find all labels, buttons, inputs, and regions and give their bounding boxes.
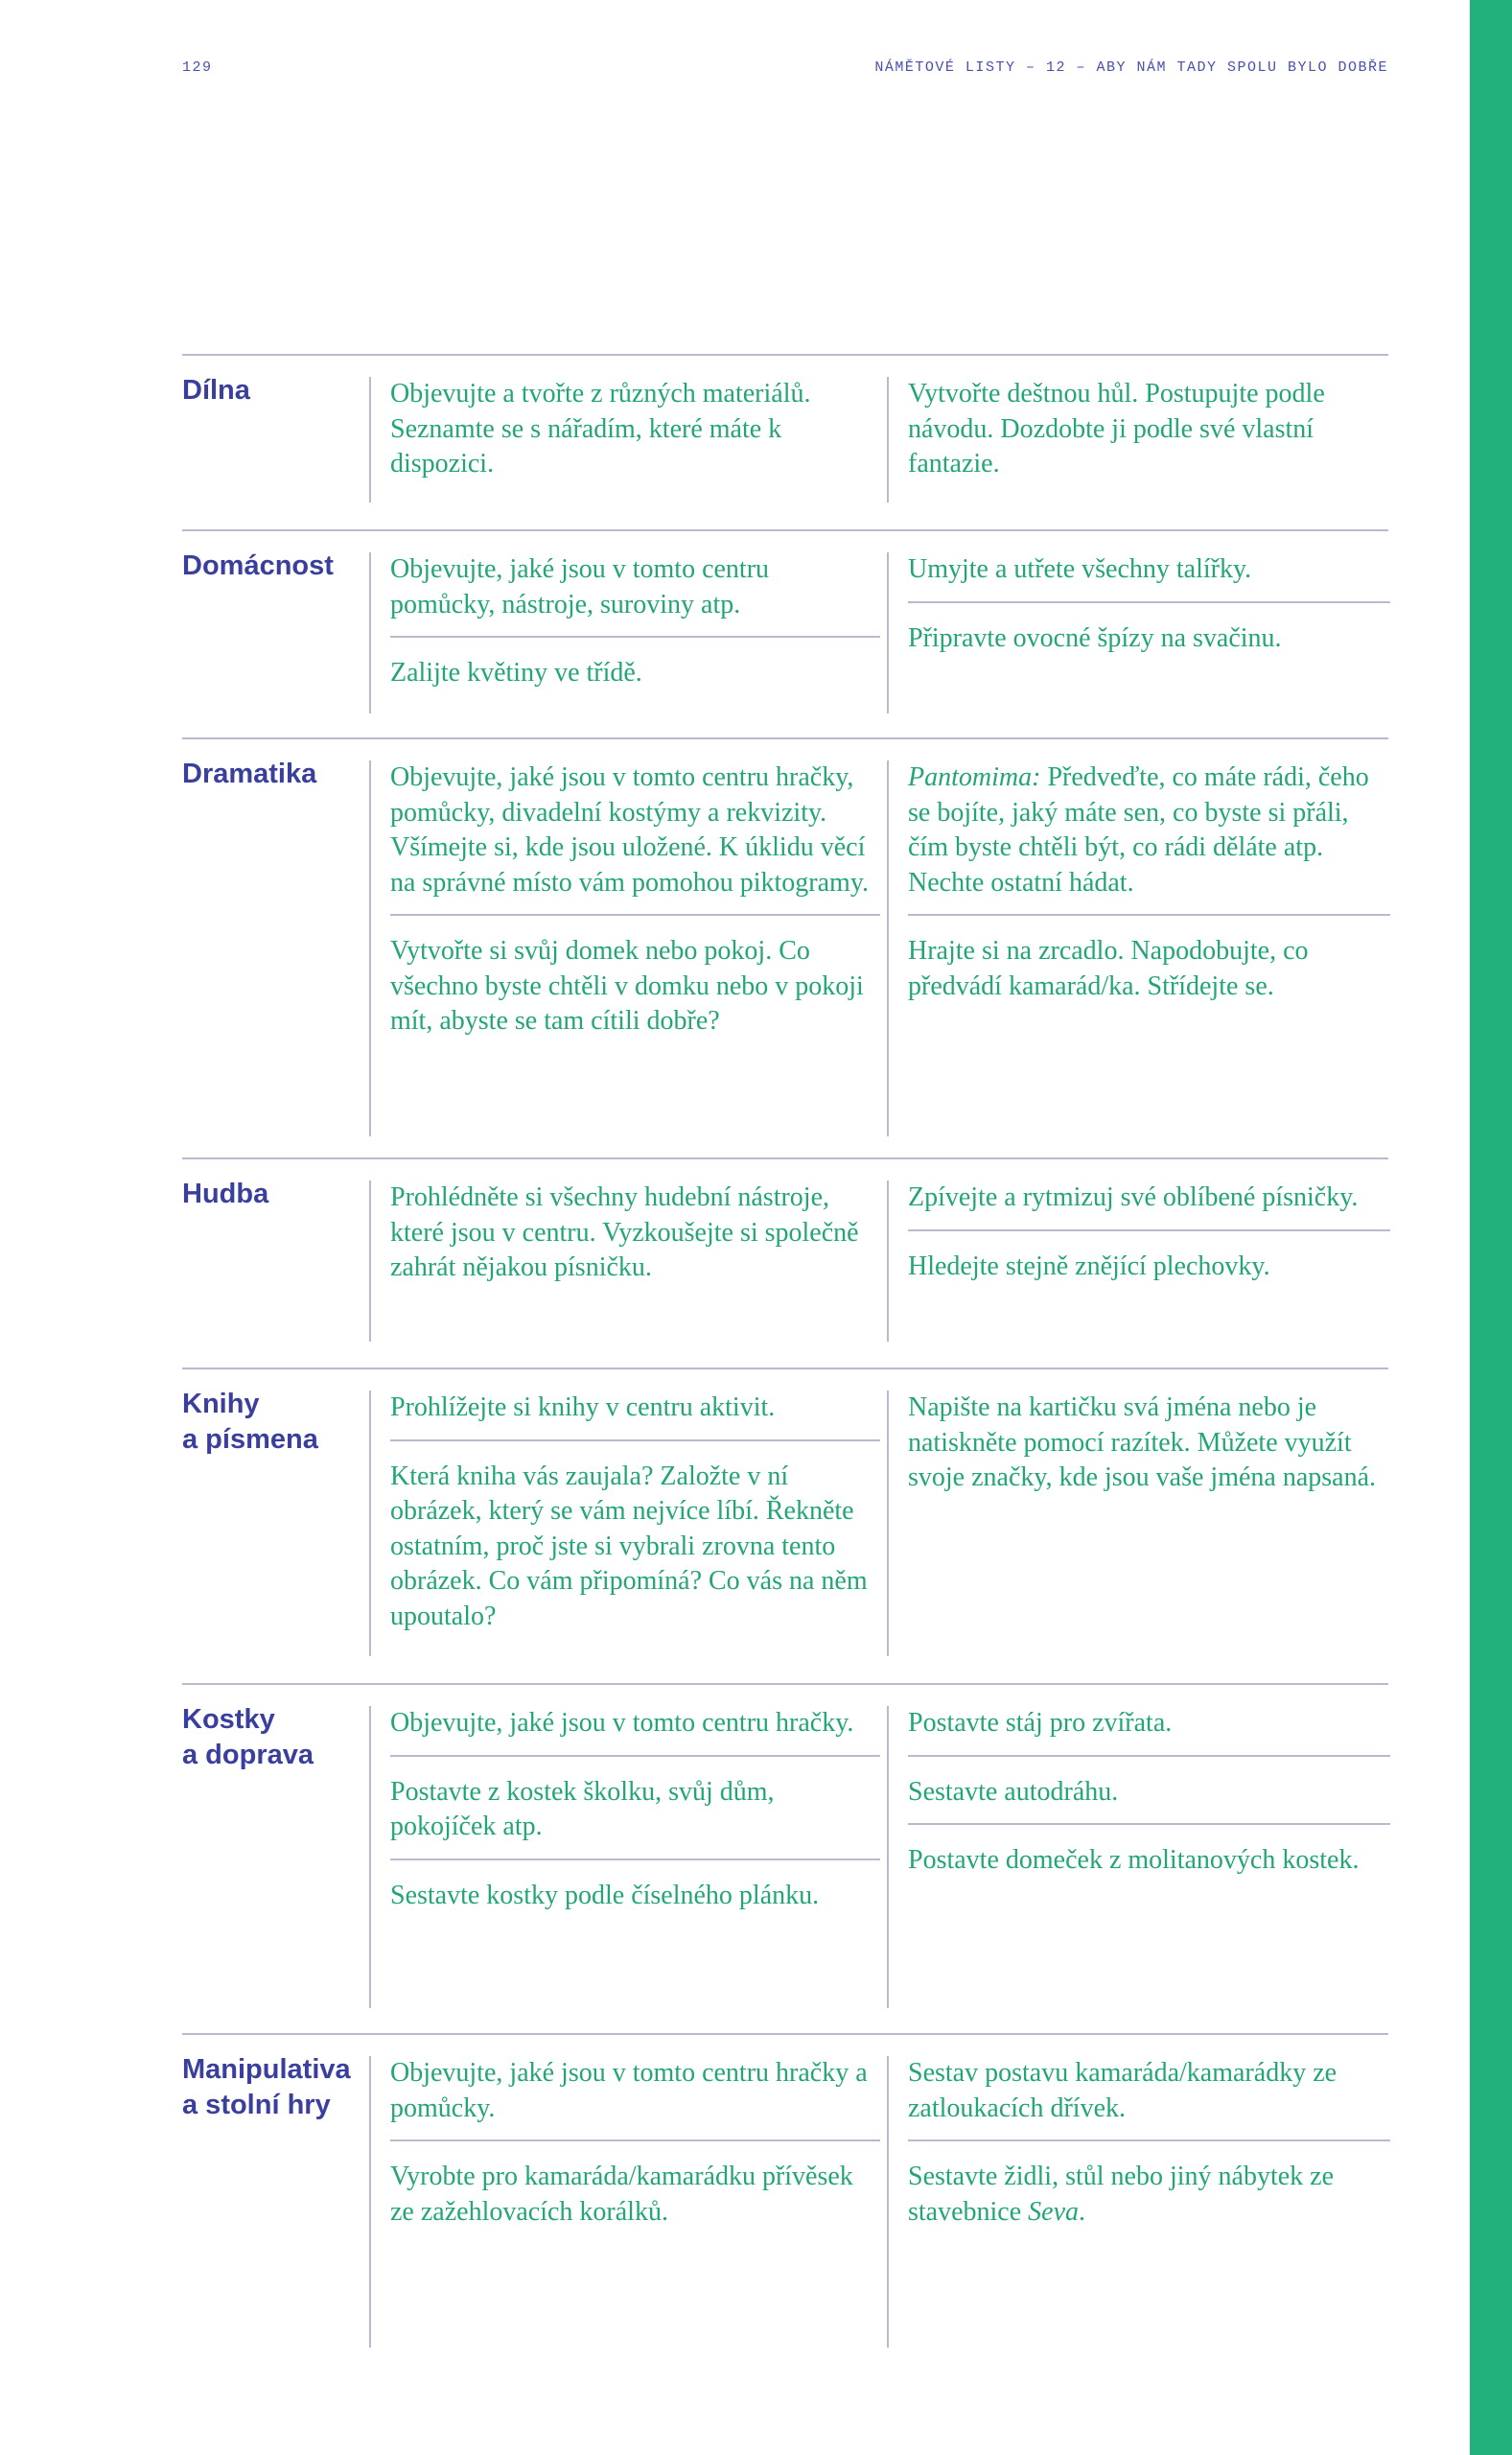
activity-column-tasks <box>887 2056 1390 2348</box>
activity-item: Vytvořte deštnou hůl. Postupujte podle návodu. Dozdobte ji podle své vlastní fantazie. <box>908 379 1325 479</box>
activity-column-explore <box>369 1706 880 2008</box>
section-dramatika <box>182 737 1388 1142</box>
section-title: Dramatika <box>182 759 317 789</box>
activity-item: Sestavte autodráhu. <box>908 1755 1390 1824</box>
activity-column-tasks <box>887 552 1390 713</box>
page-header <box>182 59 1388 82</box>
activity-item: Napište na kartičku svá jména nebo je natiskněte pomocí razítek. Můžete využít svoje značky, kde jsou vaše jména napsaná. <box>908 1392 1377 1492</box>
activity-item: Hledejte stejně znějící plechovky. <box>908 1229 1390 1298</box>
section-title: Knihy a písmena <box>182 1389 318 1455</box>
activity-column-tasks <box>887 377 1390 503</box>
activity-item-italic: Seva <box>1028 2196 1080 2227</box>
activity-item <box>908 760 1390 914</box>
section-title: Manipulativa a stolní hry <box>182 2054 351 2120</box>
activity-item-text: . <box>1079 2196 1086 2227</box>
activity-item <box>908 2139 1390 2243</box>
page-number: 129 <box>182 59 213 76</box>
activity-item: Která kniha vás zaujala? Založte v ní obrázek, který se vám nejvíce líbí. Řekněte ostatním, proč jste si vybrali zrovna tento obrázek. Co vám připomíná? Co vás na něm upoutalo? <box>390 1439 880 1648</box>
activity-item: Objevujte, jaké jsou v tomto centru hračky, pomůcky, divadelní kostýmy a rekvizity. Všímejte si, kde jsou uložené. K úklidu věcí na správné místo vám pomohou piktogramy. <box>390 762 869 898</box>
activity-item-text: Sestavte židli, stůl nebo jiný nábytek ze stavebnice <box>908 2162 1335 2227</box>
section-title: Domácnost <box>182 550 334 581</box>
activity-item: Připravte ovocné špízy na svačinu. <box>908 601 1390 670</box>
activity-item: Vyrobte pro kamaráda/kamarádku přívěsek ze zažehlovacích korálků. <box>390 2139 880 2243</box>
activity-column-explore <box>369 1181 880 1342</box>
activity-item: Prohlížejte si knihy v centru aktivit. <box>390 1392 776 1422</box>
activity-item: Umyjte a utřete všechny talířky. <box>908 554 1252 584</box>
section-title: Hudba <box>182 1179 269 1209</box>
activity-column-explore <box>369 760 880 1136</box>
activity-column-tasks <box>887 1181 1390 1342</box>
section-kostky-a-doprava <box>182 1683 1388 2011</box>
section-title: Dílna <box>182 375 250 406</box>
activity-item: Zalijte květiny ve třídě. <box>390 636 880 705</box>
running-title: NÁMĚTOVÉ LISTY – 12 – ABY NÁM TADY SPOLU BYLO DOBŘE <box>874 59 1388 76</box>
activity-item: Vytvořte si svůj domek nebo pokoj. Co všechno byste chtěli v domku nebo v pokoji mít, abyste se tam cítili dobře? <box>390 914 880 1053</box>
section-knihy-a-pismena <box>182 1368 1388 1657</box>
section-dilna <box>182 354 1388 509</box>
activity-column-explore <box>369 377 880 503</box>
activity-item: Postavte z kostek školku, svůj dům, pokojíček atp. <box>390 1755 880 1859</box>
activity-column-tasks <box>887 760 1390 1136</box>
activity-item: Zpívejte a rytmizuj své oblíbené písničky. <box>908 1182 1359 1212</box>
activity-item: Objevujte, jaké jsou v tomto centru hračky a pomůcky. <box>390 2058 868 2123</box>
activity-item: Sestav postavu kamaráda/kamarádky ze zatloukacích dřívek. <box>908 2058 1338 2123</box>
activity-column-explore <box>369 2056 880 2348</box>
activity-item: Objevujte, jaké jsou v tomto centru pomůcky, nástroje, suroviny atp. <box>390 554 770 620</box>
activity-item: Prohlédněte si všechny hudební nástroje, které jsou v centru. Vyzkoušejte si společně zahrát nějakou písničku. <box>390 1182 859 1282</box>
activity-item: Postavte stáj pro zvířata. <box>908 1708 1173 1738</box>
section-manipulativa <box>182 2033 1388 2332</box>
edge-color-bar <box>1470 0 1512 2455</box>
activity-column-explore <box>369 1391 880 1656</box>
activity-item: Sestavte kostky podle číselného plánku. <box>390 1859 880 1928</box>
section-domacnost <box>182 529 1388 713</box>
section-hudba <box>182 1157 1388 1346</box>
activity-item: Postavte domeček z molitanových kostek. <box>908 1823 1390 1892</box>
activity-column-tasks <box>887 1706 1390 2008</box>
activity-item: Hrajte si na zrcadlo. Napodobujte, co předvádí kamarád/ka. Střídejte se. <box>908 914 1390 1017</box>
activity-item-italic: Pantomima: <box>908 762 1041 792</box>
activity-column-explore <box>369 552 880 713</box>
activity-item: Objevujte, jaké jsou v tomto centru hračky. <box>390 1708 854 1738</box>
activity-column-tasks <box>887 1391 1390 1656</box>
activity-item-text: Předveďte, co máte rádi, čeho se bojíte, jaký máte sen, co byste si přáli, čím byste chtěli být, co rádi děláte atp. Nechte ostatní hádat. <box>908 762 1369 898</box>
section-title: Kostky a doprava <box>182 1704 314 1770</box>
activity-item: Objevujte a tvořte z různých materiálů. Seznamte se s nářadím, které máte k dispozici. <box>390 379 811 479</box>
